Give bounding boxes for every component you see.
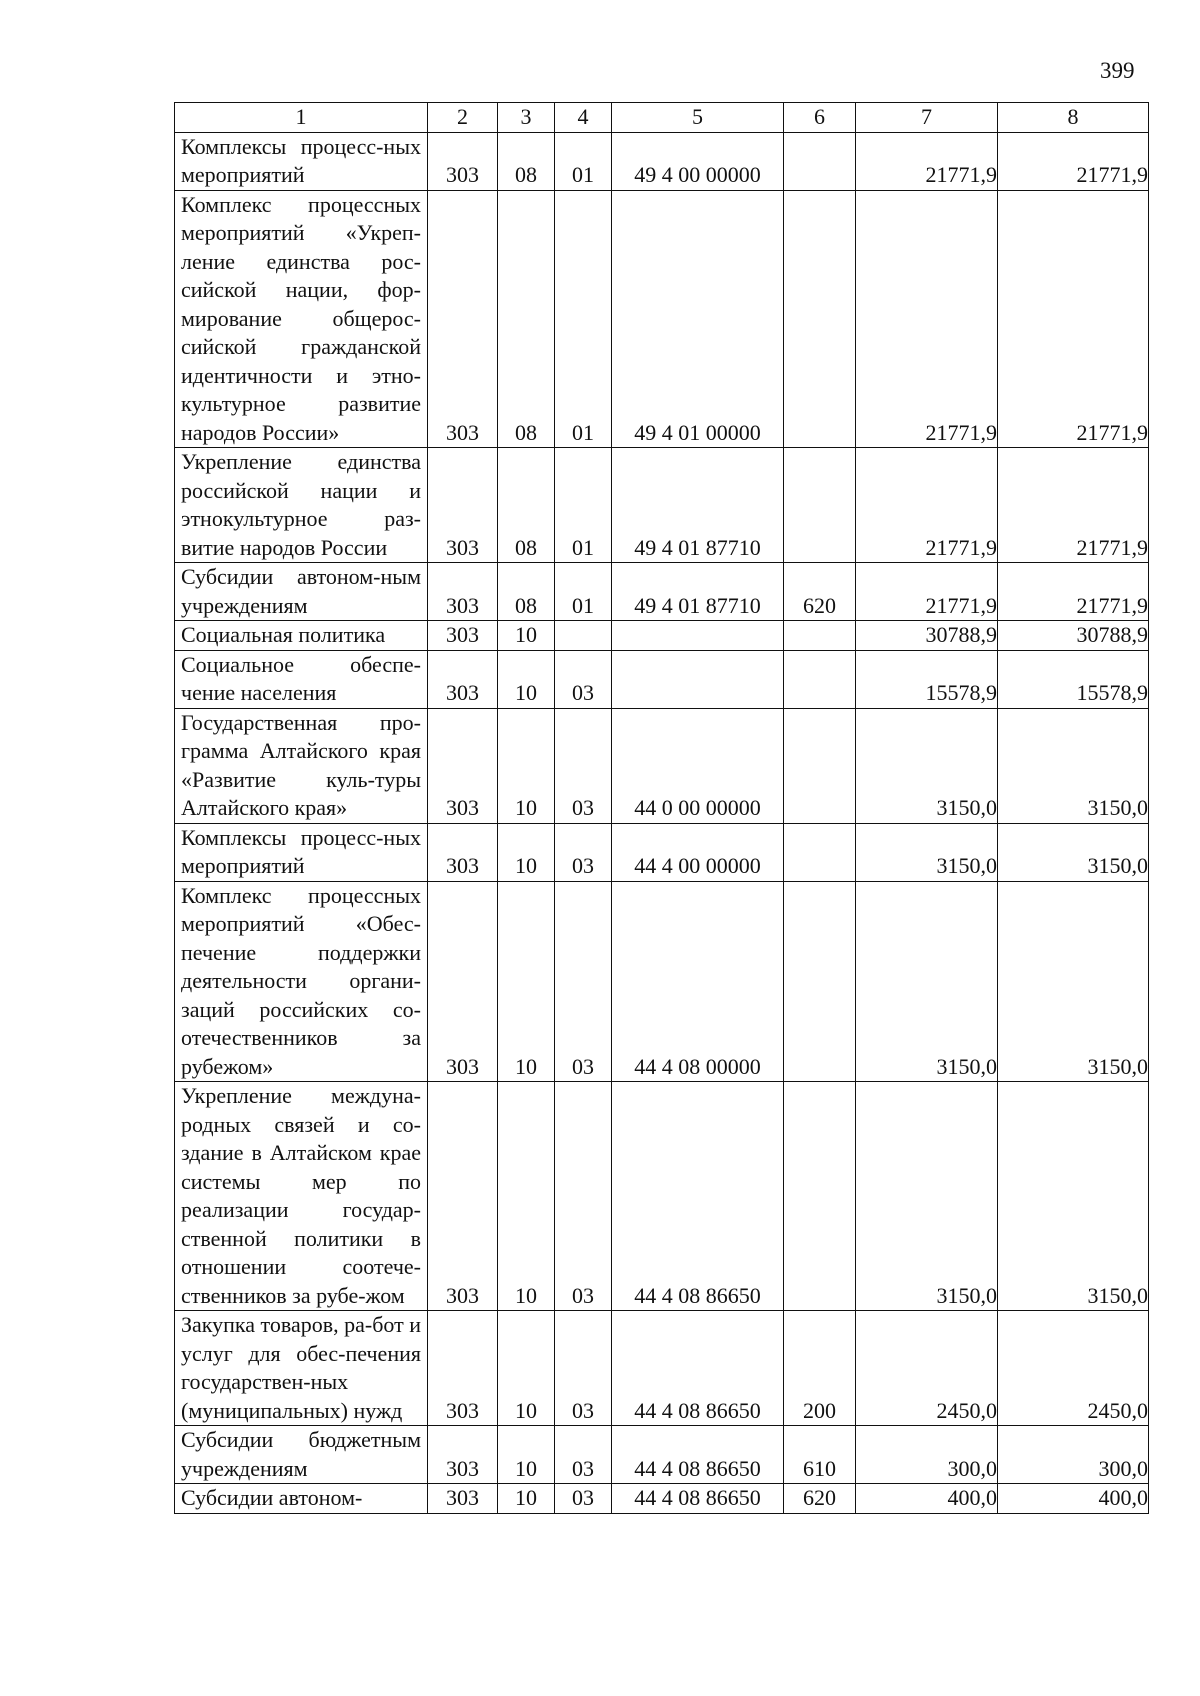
row-expense-type: [784, 1082, 856, 1311]
row-ministry-code: 303: [428, 1082, 498, 1311]
row-section-code: 10: [498, 650, 555, 708]
row-target-code: 44 4 08 86650: [612, 1082, 784, 1311]
row-section-code: 08: [498, 190, 555, 448]
row-target-code: 49 4 01 00000: [612, 190, 784, 448]
row-name: Комплекс процессных мероприятий «Обес-печение поддержки деятельности органи-заций российских со-отечественников за рубежом»: [175, 881, 428, 1082]
row-section-code: 08: [498, 448, 555, 563]
row-amount-col8: 2450,0: [998, 1311, 1149, 1426]
row-section-code: 10: [498, 1484, 555, 1514]
row-subsection-code: [555, 621, 612, 651]
row-expense-type: [784, 708, 856, 823]
row-amount-col7: 3150,0: [856, 708, 998, 823]
page-number: 399: [1100, 58, 1135, 83]
row-amount-col7: 21771,9: [856, 190, 998, 448]
row-subsection-code: 01: [555, 448, 612, 563]
row-ministry-code: 303: [428, 563, 498, 621]
row-ministry-code: 303: [428, 1311, 498, 1426]
row-amount-col7: 21771,9: [856, 448, 998, 563]
row-target-code: 44 0 00 00000: [612, 708, 784, 823]
row-ministry-code: 303: [428, 1484, 498, 1514]
header-col-6: 6: [784, 103, 856, 133]
row-subsection-code: 03: [555, 881, 612, 1082]
row-section-code: 08: [498, 132, 555, 190]
row-expense-type: 200: [784, 1311, 856, 1426]
table-header: [175, 103, 1149, 133]
table-body: [175, 132, 1149, 1513]
table-row: [175, 1311, 1149, 1426]
row-amount-col7: 2450,0: [856, 1311, 998, 1426]
row-section-code: 10: [498, 1426, 555, 1484]
table-row: [175, 708, 1149, 823]
row-amount-col8: 21771,9: [998, 448, 1149, 563]
header-col-7: 7: [856, 103, 998, 133]
table-row: [175, 621, 1149, 651]
header-col-4: 4: [555, 103, 612, 133]
table-row: [175, 132, 1149, 190]
row-amount-col7: 21771,9: [856, 563, 998, 621]
row-amount-col8: 21771,9: [998, 563, 1149, 621]
row-name: Социальная политика: [175, 621, 428, 651]
table-row: [175, 1484, 1149, 1514]
row-subsection-code: 01: [555, 132, 612, 190]
row-name: Закупка товаров, ра-бот и услуг для обес-печения государствен-ных (муниципальных) нужд: [175, 1311, 428, 1426]
row-name: Укрепление междуна-родных связей и со-здание в Алтайском крае системы мер по реализации государ-ственной политики в отношении соотече-ственников за рубе-жом: [175, 1082, 428, 1311]
row-amount-col8: 3150,0: [998, 823, 1149, 881]
row-amount-col8: 21771,9: [998, 132, 1149, 190]
row-subsection-code: 01: [555, 190, 612, 448]
row-target-code: 49 4 01 87710: [612, 563, 784, 621]
row-section-code: 08: [498, 563, 555, 621]
row-amount-col8: 21771,9: [998, 190, 1149, 448]
row-amount-col7: 15578,9: [856, 650, 998, 708]
row-subsection-code: 03: [555, 650, 612, 708]
row-amount-col8: 300,0: [998, 1426, 1149, 1484]
row-target-code: 44 4 00 00000: [612, 823, 784, 881]
row-amount-col7: 21771,9: [856, 132, 998, 190]
row-ministry-code: 303: [428, 1426, 498, 1484]
header-col-2: 2: [428, 103, 498, 133]
row-ministry-code: 303: [428, 708, 498, 823]
row-name: Комплекс процессных мероприятий «Укреп-ление единства рос-сийской нации, фор-мирование общерос-сийской гражданской идентичности и этно-культурное развитие народов России»: [175, 190, 428, 448]
row-amount-col7: 3150,0: [856, 823, 998, 881]
header-col-8: 8: [998, 103, 1149, 133]
row-target-code: 44 4 08 86650: [612, 1426, 784, 1484]
row-target-code: 44 4 08 86650: [612, 1311, 784, 1426]
row-section-code: 10: [498, 823, 555, 881]
row-section-code: 10: [498, 708, 555, 823]
row-amount-col7: 400,0: [856, 1484, 998, 1514]
row-expense-type: 610: [784, 1426, 856, 1484]
row-name: Субсидии автоном-: [175, 1484, 428, 1514]
row-amount-col8: 15578,9: [998, 650, 1149, 708]
row-section-code: 10: [498, 1082, 555, 1311]
table-row: [175, 650, 1149, 708]
row-name: Комплексы процесс-ных мероприятий: [175, 132, 428, 190]
row-name: Субсидии бюджетным учреждениям: [175, 1426, 428, 1484]
row-expense-type: [784, 823, 856, 881]
row-amount-col8: 400,0: [998, 1484, 1149, 1514]
row-subsection-code: 03: [555, 708, 612, 823]
row-ministry-code: 303: [428, 621, 498, 651]
row-expense-type: [784, 448, 856, 563]
row-ministry-code: 303: [428, 448, 498, 563]
row-section-code: 10: [498, 881, 555, 1082]
row-name: Субсидии автоном-ным учреждениям: [175, 563, 428, 621]
row-expense-type: [784, 621, 856, 651]
header-col-3: 3: [498, 103, 555, 133]
row-expense-type: [784, 650, 856, 708]
row-ministry-code: 303: [428, 190, 498, 448]
row-target-code: [612, 621, 784, 651]
row-amount-col7: 3150,0: [856, 1082, 998, 1311]
row-subsection-code: 03: [555, 1484, 612, 1514]
row-expense-type: 620: [784, 1484, 856, 1514]
row-name: Укрепление единства российской нации и этнокультурное раз-витие народов России: [175, 448, 428, 563]
row-target-code: 49 4 00 00000: [612, 132, 784, 190]
table-row: [175, 448, 1149, 563]
row-target-code: 44 4 08 00000: [612, 881, 784, 1082]
row-subsection-code: 03: [555, 1426, 612, 1484]
row-amount-col7: 30788,9: [856, 621, 998, 651]
row-amount-col8: 3150,0: [998, 1082, 1149, 1311]
header-col-5: 5: [612, 103, 784, 133]
header-col-1: 1: [175, 103, 428, 133]
row-target-code: 49 4 01 87710: [612, 448, 784, 563]
row-ministry-code: 303: [428, 132, 498, 190]
table-row: [175, 1082, 1149, 1311]
row-expense-type: 620: [784, 563, 856, 621]
row-ministry-code: 303: [428, 881, 498, 1082]
row-subsection-code: 03: [555, 1082, 612, 1311]
row-section-code: 10: [498, 621, 555, 651]
row-target-code: [612, 650, 784, 708]
table-row: [175, 190, 1149, 448]
row-ministry-code: 303: [428, 823, 498, 881]
row-amount-col7: 300,0: [856, 1426, 998, 1484]
row-expense-type: [784, 190, 856, 448]
row-subsection-code: 01: [555, 563, 612, 621]
row-expense-type: [784, 881, 856, 1082]
table-row: [175, 1426, 1149, 1484]
row-name: Комплексы процесс-ных мероприятий: [175, 823, 428, 881]
row-expense-type: [784, 132, 856, 190]
row-section-code: 10: [498, 1311, 555, 1426]
row-name: Социальное обеспе-чение населения: [175, 650, 428, 708]
budget-table: [174, 102, 1149, 1514]
table-row: [175, 563, 1149, 621]
table-row: [175, 823, 1149, 881]
row-target-code: 44 4 08 86650: [612, 1484, 784, 1514]
row-name: Государственная про-грамма Алтайского края «Развитие куль-туры Алтайского края»: [175, 708, 428, 823]
row-ministry-code: 303: [428, 650, 498, 708]
row-amount-col8: 3150,0: [998, 881, 1149, 1082]
row-subsection-code: 03: [555, 1311, 612, 1426]
row-amount-col8: 3150,0: [998, 708, 1149, 823]
header-row: [175, 103, 1149, 133]
row-subsection-code: 03: [555, 823, 612, 881]
table-row: [175, 881, 1149, 1082]
row-amount-col7: 3150,0: [856, 881, 998, 1082]
row-amount-col8: 30788,9: [998, 621, 1149, 651]
